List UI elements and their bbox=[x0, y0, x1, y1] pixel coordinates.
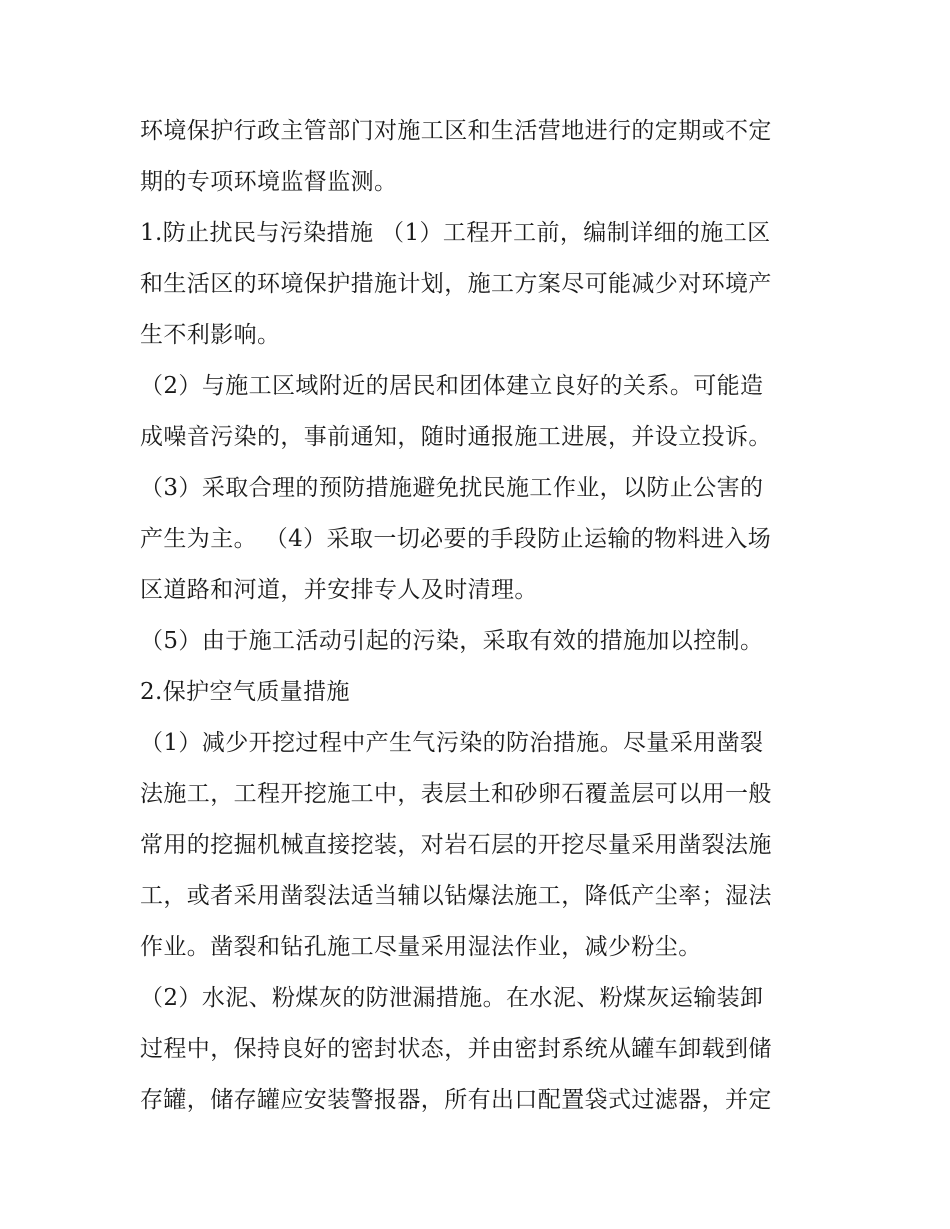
text-line: （3）采取合理的预防措施避免扰民施工作业，以防止公害的 bbox=[140, 475, 764, 501]
text-line: 区道路和河道，并安排专人及时清理。 bbox=[140, 577, 538, 603]
text-line: 产生为主。 （4）采取一切必要的手段防止运输的物料进入场 bbox=[140, 526, 772, 552]
text-line: 1.防止扰民与污染措施 （1）工程开工前，编制详细的施工区 bbox=[140, 220, 771, 246]
section-heading: 2.保护空气质量措施 bbox=[140, 679, 350, 705]
text-line: （2）水泥、粉煤灰的防泄漏措施。在水泥、粉煤灰运输装卸 bbox=[140, 985, 764, 1011]
text-line: 期的专项环境监督监测。 bbox=[140, 169, 398, 195]
text-line: （2）与施工区域附近的居民和团体建立良好的关系。可能造 bbox=[140, 373, 764, 399]
document-body bbox=[140, 106, 820, 1126]
text-line: 生不利影响。 bbox=[140, 322, 281, 348]
text-line: 工，或者采用凿裂法适当辅以钻爆法施工，降低产尘率；湿法 bbox=[140, 883, 772, 909]
text-line: 和生活区的环境保护措施计划，施工方案尽可能减少对环境产 bbox=[140, 271, 772, 297]
text-line: 作业。凿裂和钻孔施工尽量采用湿法作业，减少粉尘。 bbox=[140, 934, 702, 960]
text-line: 常用的挖掘机械直接挖装，对岩石层的开挖尽量采用凿裂法施 bbox=[140, 832, 772, 858]
text-line: （1）减少开挖过程中产生气污染的防治措施。尽量采用凿裂 bbox=[140, 730, 764, 756]
text-line: 存罐，储存罐应安装警报器，所有出口配置袋式过滤器，并定 bbox=[140, 1087, 772, 1113]
text-line: （5）由于施工活动引起的污染，采取有效的措施加以控制。 bbox=[140, 628, 764, 654]
text-line: 成噪音污染的，事前通知，随时通报施工进展，并设立投诉。 bbox=[140, 424, 772, 450]
text-line: 环境保护行政主管部门对施工区和生活营地进行的定期或不定 bbox=[140, 118, 772, 144]
text-line: 过程中，保持良好的密封状态，并由密封系统从罐车卸载到储 bbox=[140, 1036, 772, 1062]
text-line: 法施工，工程开挖施工中，表层土和砂卵石覆盖层可以用一般 bbox=[140, 781, 772, 807]
